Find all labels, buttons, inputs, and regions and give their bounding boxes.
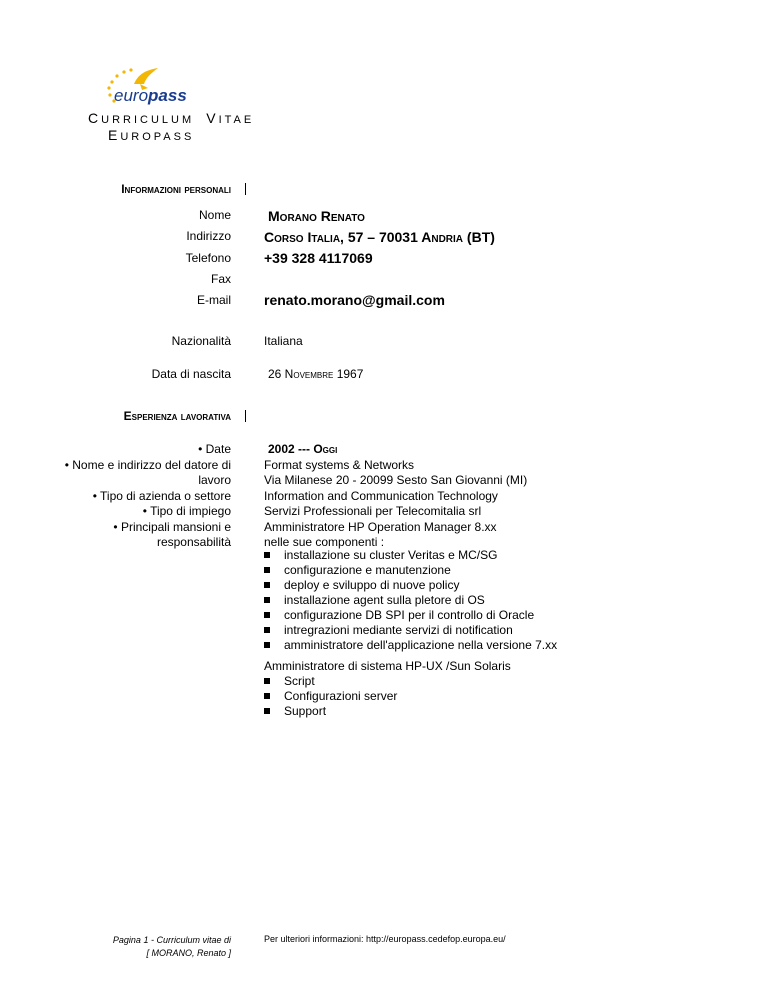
birth-label: Data di nascita (151, 367, 231, 381)
role1-sub: nelle sue componenti : (264, 535, 385, 549)
footer-name: [ MORANO, Renato ] (146, 948, 231, 958)
label-duties: • Principali mansioni e responsabilità (113, 519, 231, 549)
fax-label: Fax (210, 272, 231, 286)
name-label: Nome (198, 208, 231, 222)
address-value: Corso Italia, 57 – 70031 Andria (BT) (264, 229, 495, 245)
role2-title: Amministratore di sistema HP-UX /Sun Solaris (264, 659, 511, 673)
nationality-value: Italiana (264, 334, 303, 348)
role1-list (262, 548, 557, 653)
label-date: • Date (198, 442, 231, 456)
list-item: amministratore dell'applicazione nella versione 7.xx (262, 638, 557, 653)
experience-labels (56, 442, 231, 551)
label-employer: • Nome e indirizzo del datore di lavoro (64, 457, 231, 487)
section-title-experience: Esperienza lavorativa (123, 409, 231, 423)
role2-list (262, 674, 397, 719)
birth-value: 26 Novembre 1967 (268, 367, 364, 381)
phone-value: +39 328 4117069 (264, 250, 373, 266)
divider-line (245, 410, 246, 422)
job-type-value: Servizi Professionali per Telecomitalia srl (264, 504, 482, 518)
experience-values (264, 442, 527, 551)
europass-logo (100, 62, 187, 110)
logo-pass: pass (148, 86, 187, 105)
date-value: 2002 --- Oggi (268, 442, 338, 456)
footer-link[interactable]: Per ulteriori informazioni: http://europass.cedefop.europa.eu/ (264, 934, 506, 944)
phone-label: Telefono (185, 251, 231, 265)
cv-title: CURRICULUM VITAE (88, 110, 255, 126)
list-item: Support (262, 704, 397, 719)
role1-title: Amministratore HP Operation Manager 8.xx (264, 519, 497, 534)
divider-line (245, 183, 246, 195)
employer-address-value: Via Milanese 20 - 20099 Sesto San Giovanni (MI) (264, 473, 528, 487)
email-value[interactable]: renato.morano@gmail.com (264, 292, 445, 308)
list-item: deploy e sviluppo di nuove policy (262, 578, 557, 593)
email-label: E-mail (196, 293, 231, 307)
cv-subtitle: EUROPASS (108, 127, 195, 143)
employer-value: Format systems & Networks (264, 457, 415, 472)
list-item: installazione agent sulla pletore di OS (262, 593, 557, 608)
nationality-label: Nazionalità (171, 334, 231, 348)
label-job-type: • Tipo di impiego (142, 504, 231, 518)
list-item: configurazione e manutenzione (262, 563, 557, 578)
list-item: installazione su cluster Veritas e MC/SG (262, 548, 557, 563)
label-sector: • Tipo di azienda o settore (92, 488, 231, 503)
page-number: 1 (143, 935, 149, 945)
logo-euro: euro (114, 86, 149, 105)
section-title-personal: Informazioni personali (121, 182, 231, 196)
list-item: Script (262, 674, 397, 689)
footer-page-info: Pagina 1 - Curriculum vitae di [ MORANO, Renato ] (112, 935, 231, 958)
list-item: configurazione DB SPI per il controllo di Oracle (262, 608, 557, 623)
address-label: Indirizzo (186, 229, 231, 243)
list-item: Configurazioni server (262, 689, 397, 704)
sector-value: Information and Communication Technology (264, 488, 498, 503)
name-value: Morano Renato (268, 208, 365, 224)
list-item: intregrazioni mediante servizi di notification (262, 623, 557, 638)
